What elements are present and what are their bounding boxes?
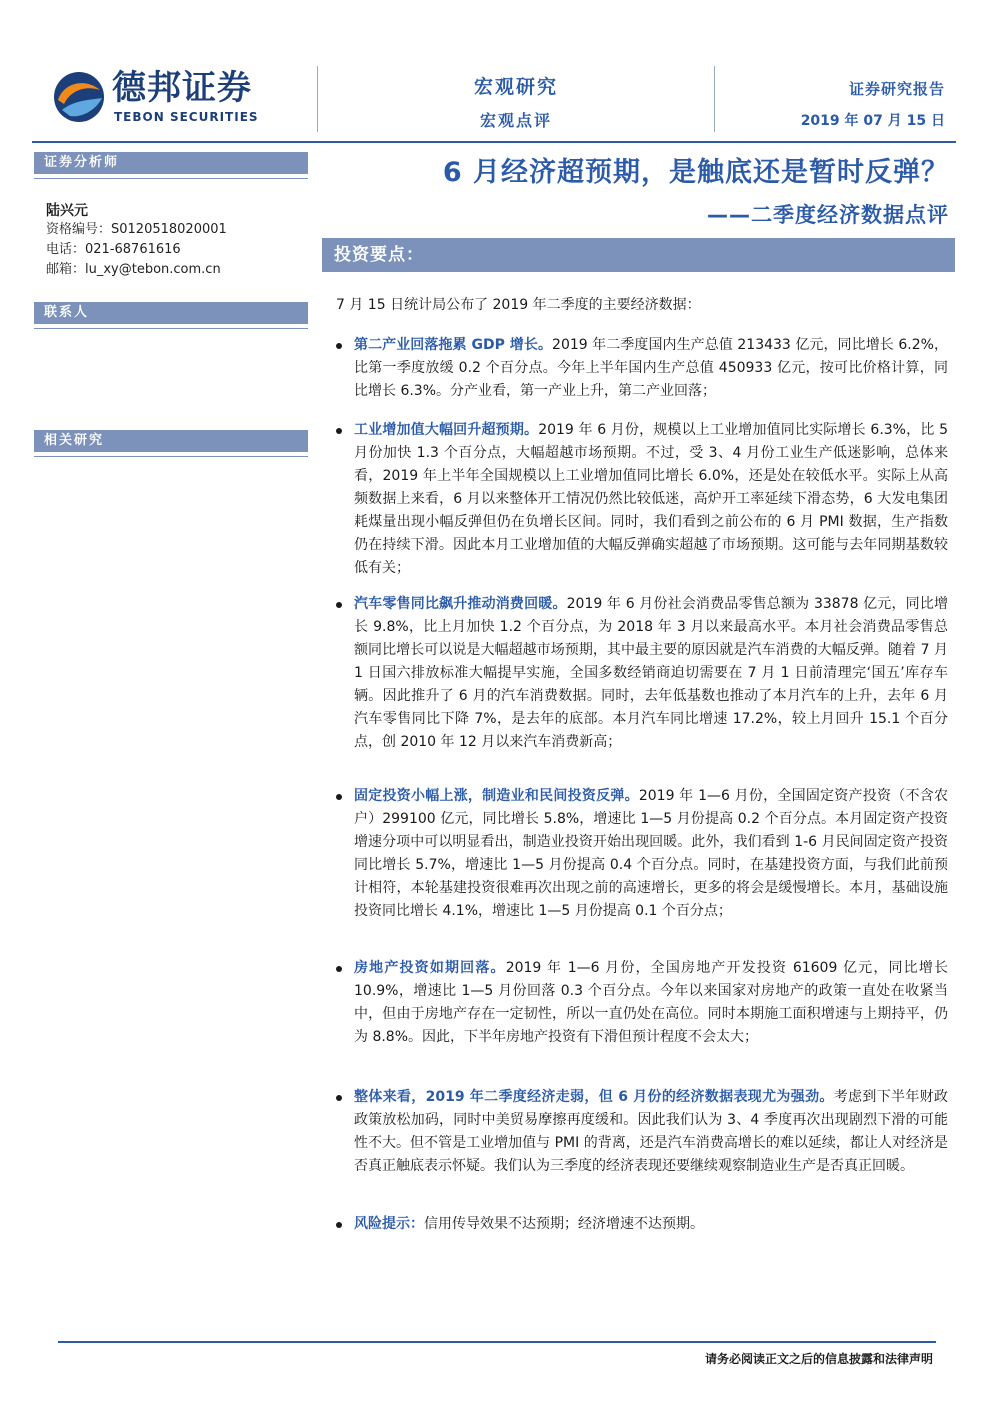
logo-chinese-name: 德邦证券 xyxy=(112,68,252,108)
bullet-text: 2019 年 6 月份社会消费品零售总额为 33878 亿元，同比增长 9.8%，比上月加快 1.2 个百分点，为 2018 年 3 月以来最高水平。本月社会消费品零售总额同比增长可以说是大幅超越市场预期，其中最主要的原因就是汽车消费的大幅反弹。随着 7 月 1 日国六排放标准大幅提早实施，全国多数经销商迫切需要在 7 月 1 日前清理完‘国五’库存车辆。因此推升了 6 月的汽车消费数据。同时，去年低基数也推动了本月汽车的上升，去年 6 月汽车零售同比下降 7%，是去年的底部。本月汽车同比增速 17.2%，较上月回升 15.1 个百分点，创 2010 年 12 月以来汽车消费新高； xyxy=(354,596,949,750)
related-heading-underline xyxy=(34,456,308,457)
header-rule xyxy=(32,141,956,143)
contacts-heading: 联系人 xyxy=(34,302,308,324)
report-title: 6 月经济超预期，是触底还是暂时反弹？ xyxy=(442,157,949,188)
bullet-text: 考虑到下半年财政政策放松加码，同时中美贸易摩擦再度缓和。因此我们认为 3、4 季度再次出现剧烈下滑的可能性不大。但不管是工业增加值与 PMI 的背离，还是汽车消费高增长的难以延续，都让人对经济是否真正触底表示怀疑。我们认为三季度的经济表现还要继续观察制造业生产是否真正回暖。 xyxy=(354,1089,949,1174)
analyst-email[interactable]: 邮箱：lu_xy@tebon.com.cn xyxy=(46,262,221,277)
bullet-lead: 固定投资小幅上涨，制造业和民间投资反弹。 xyxy=(354,788,639,804)
bullet-overall xyxy=(336,1086,948,1178)
report-type: 证券研究报告 xyxy=(848,80,945,98)
bullet-dot-icon xyxy=(336,966,342,972)
bullet-lead: 汽车零售同比飙升推动消费回暖。 xyxy=(354,596,567,612)
bullet-risk xyxy=(336,1213,948,1236)
bullet-dot-icon xyxy=(336,1222,342,1228)
bullet-industrial xyxy=(336,419,948,580)
bullet-lead: 工业增加值大幅回升超预期。 xyxy=(354,422,539,438)
bullet-real-estate xyxy=(336,957,948,1049)
bullet-dot-icon xyxy=(336,1095,342,1101)
bullet-auto-retail xyxy=(336,593,948,754)
bullet-dot-icon xyxy=(336,794,342,800)
related-research-heading: 相关研究 xyxy=(34,430,308,452)
bullet-dot-icon xyxy=(336,602,342,608)
bullet-lead: 第二产业回落拖累 GDP 增长。 xyxy=(354,337,553,353)
report-subtitle: ——二季度经济数据点评 xyxy=(707,203,949,227)
logo-english-name: TEBON SECURITIES xyxy=(114,110,259,124)
analyst-name: 陆兴元 xyxy=(46,203,88,219)
bullet-text: 2019 年 1—6 月份，全国房地产开发投资 61609 亿元，同比增长 10.9%，增速比 1—5 月份回落 0.3 个百分点。今年以来国家对房地产的政策一直处在收紧当中，但由于房地产存在一定韧性，所以一直仍处在高位。同时本期施工面积增速与上期持平，仍为 8.8%。因此，下半年房地产投资有下滑但预计程度不会太大； xyxy=(354,960,949,1045)
bullet-lead: 风险提示： xyxy=(354,1216,424,1232)
report-subcategory: 宏观点评 xyxy=(479,111,552,130)
intro-paragraph: 7 月 15 日统计局公布了 2019 年二季度的主要经济数据： xyxy=(336,297,701,313)
header-divider-left xyxy=(317,66,318,132)
bullet-dot-icon xyxy=(336,343,342,349)
bullet-gdp xyxy=(336,334,948,403)
analyst-heading: 证券分析师 xyxy=(34,152,308,174)
bullet-dot-icon xyxy=(336,428,342,434)
bullet-lead: 整体来看，2019 年二季度经济走弱，但 6 月份的经济数据表现尤为强劲。 xyxy=(354,1089,834,1105)
header-divider-right xyxy=(714,66,715,132)
footer-rule xyxy=(58,1341,936,1343)
bullet-text: 2019 年 1—6 月份，全国固定资产投资（不含农户）299100 亿元，同比增长 5.8%，增速比 1—5 月份提高 0.2 个百分点。本月固定资产投资增速分项中可以明显看出，制造业投资开始出现回暖。此外，我们看到 1-6 月民间固定资产投资同比增长 5.7%，增速比 1—5 月份提高 0.4 个百分点。同时，在基建投资方面，与我们此前预计相符，本轮基建投资很难再次出现之前的高速增长，更多的将会是缓慢增长。本月，基础设施投资同比增长 4.1%，增速比 1—5 月份提高 0.1 个百分点； xyxy=(354,788,948,919)
bullet-fixed-investment xyxy=(336,785,948,923)
report-date: 2019 年 07 月 15 日 xyxy=(800,113,945,129)
company-logo xyxy=(52,66,312,128)
bullet-lead: 房地产投资如期回落。 xyxy=(354,960,506,976)
key-points-heading: 投资要点： xyxy=(322,238,955,272)
analyst-heading-underline xyxy=(34,178,308,179)
footer-disclaimer: 请务必阅读正文之后的信息披露和法律声明 xyxy=(704,1352,933,1366)
contacts-heading-underline xyxy=(34,328,308,329)
bullet-text: 2019 年 6 月份，规模以上工业增加值同比实际增长 6.3%，比 5 月份加快 1.3 个百分点，大幅超越市场预期。不过，受 3、4 月份工业生产低迷影响，总体来看，2019 年上半年全国规模以上工业增加值同比增长 6.0%，还是处在较低水平。实际上从高频数据上来看，6 月以来整体开工情况仍然比较低迷，高炉开工率延续下滑态势，6 大发电集团耗煤量出现小幅反弹但仍在负增长区间。同时，我们看到之前公布的 6 月 PMI 数据，生产指数仍在持续下滑。因此本月工业增加值的大幅反弹确实超越了市场预期。这可能与去年同期基数较低有关； xyxy=(354,422,949,576)
report-category: 宏观研究 xyxy=(473,76,558,98)
bullet-text: 信用传导效果不达预期；经济增速不达预期。 xyxy=(424,1216,704,1232)
analyst-license: 资格编号：S0120518020001 xyxy=(46,222,227,237)
bullet-text: 2019 年二季度国内生产总值 213433 亿元，同比增长 6.2%，比第一季度放缓 0.2 个百分点。今年上半年国内生产总值 450933 亿元，按可比价格计算，同比增长 6.3%。分产业看，第一产业上升，第二产业回落； xyxy=(354,337,948,399)
logo-swirl-icon xyxy=(52,70,106,124)
analyst-phone: 电话：021-68761616 xyxy=(46,242,181,257)
